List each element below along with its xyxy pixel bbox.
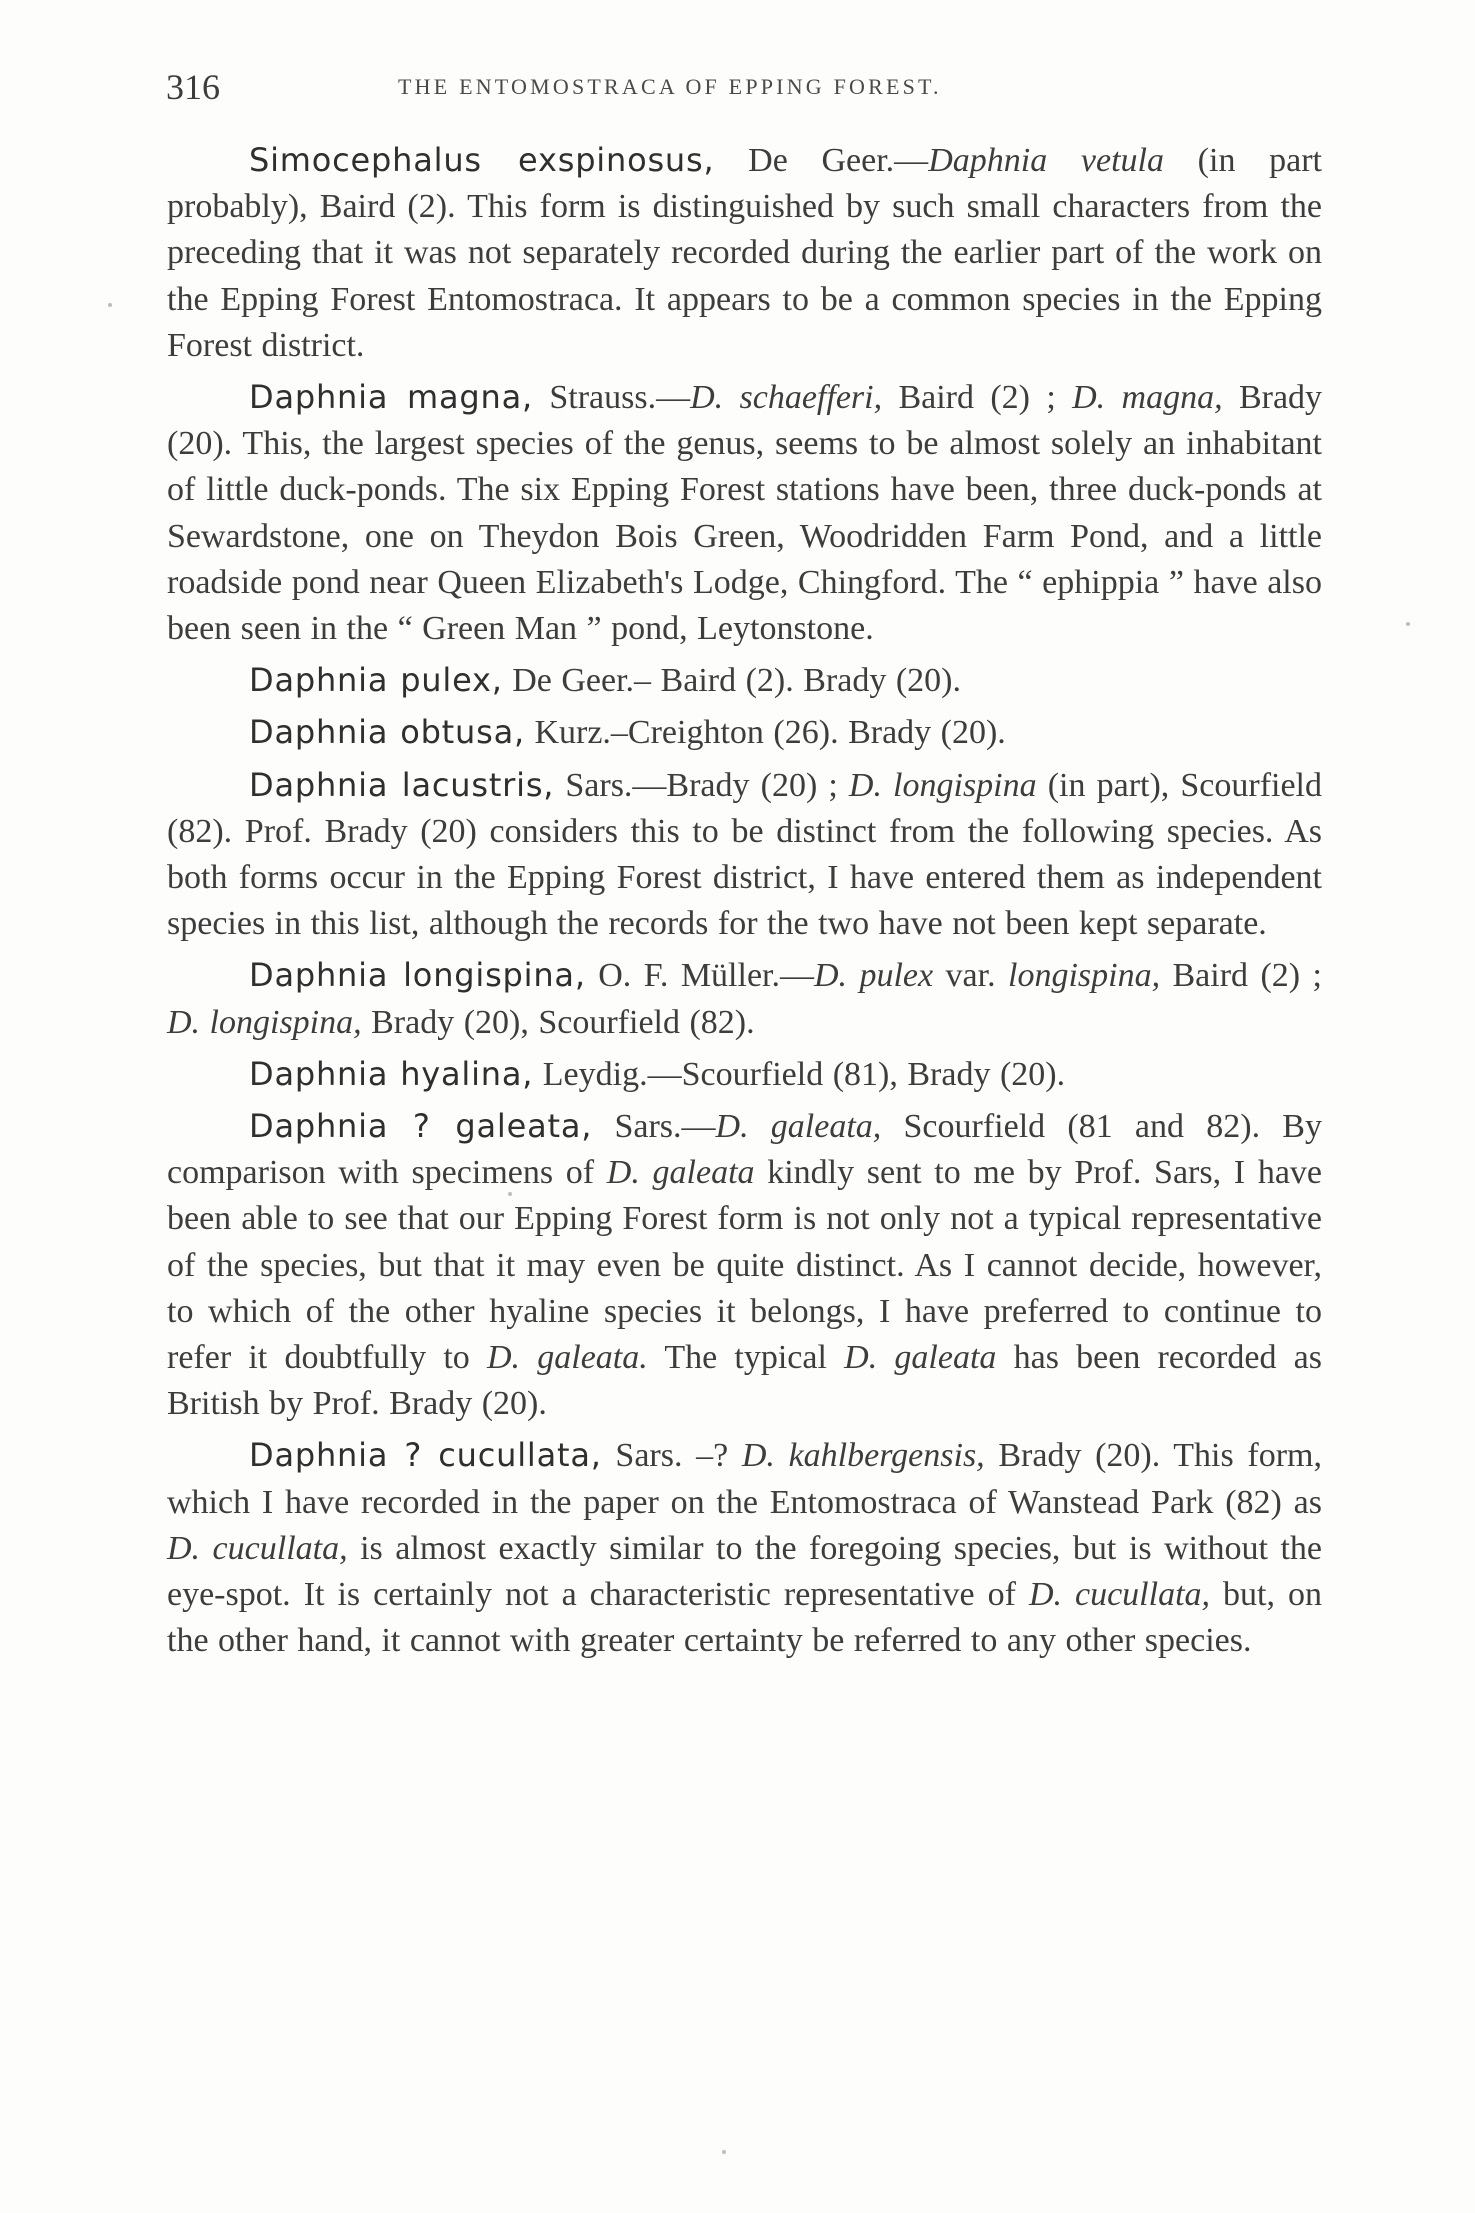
running-head: THE ENTOMOSTRACA OF EPPING FOREST. [398,74,942,99]
species-name: Daphnia magna, [249,378,534,417]
species-entry-daphnia-obtusa [167,709,1322,756]
entry-text: is almost exactly similar to the foregoing species, but is without the eye-spot. It is certainly not a characteristic representative of [167,1529,1322,1614]
entry-text: Brady (20). This, the largest species of the genus, seems to be almost solely an inhabitant of little duck-ponds. The six Epping Forest stations have been, three duck-ponds at Sewardstone, one on Theydon Bois Green, Woodridden Farm Pond, and a little roadside pond near Queen Elizabeth's Lodge, Chingford. The “ ephippia ” have also been seen in the “ Green Man ” pond, Leytonstone. [167,379,1323,648]
entry-text: but, on the other hand, it cannot with greater certainty be referred to any other species. [167,1576,1323,1660]
entry-text: Sars.—Brady (20) ; [554,766,849,804]
species-entry-simocephalus-exspinosus [167,137,1322,369]
entry-italic: D. cucullata, [167,1529,348,1567]
species-entry-daphnia-cucullata [167,1432,1322,1664]
entry-italic: D. longispina [848,766,1037,804]
species-entry-daphnia-magna [167,374,1322,652]
species-name: Daphnia lacustris, [249,765,555,804]
entry-text: Leydig.—Scourfield (81), Brady (20). [533,1055,1066,1093]
entry-text: Brady (20). This form, which I have recorded in the paper on the Entomostraca of Wanstead Park (82) as [167,1437,1322,1521]
species-entry-daphnia-hyalina [167,1051,1322,1098]
paper-speck [508,1192,512,1196]
entry-text: Sars. –? [601,1437,742,1475]
entry-text: has been recorded as British by Prof. Brady (20). [167,1339,1322,1423]
species-entry-daphnia-galeata [167,1103,1322,1427]
entry-text: De Geer.— [714,142,929,179]
paper-speck [722,2150,726,2154]
species-entry-daphnia-pulex [167,657,1322,704]
species-entry-daphnia-longispina [167,952,1322,1045]
paper-speck [1406,622,1410,626]
entry-text: The typical [647,1339,845,1377]
entry-text: kindly sent to me by Prof. Sars, I have been able to see that our Epping Forest form is not only not a typical representative of the species, but that it may even be quite distinct. As I cannot decide, however, to which of the other hyaline species it belongs, I have preferred to continue to refer it doubtfully to [167,1154,1322,1377]
entry-text: Baird (2) ; [1160,957,1322,995]
entry-text: O. F. Müller.— [585,957,814,995]
species-name: Daphnia hyalina, [249,1054,534,1093]
species-name: Daphnia ? cucullata, [249,1436,602,1475]
species-name: Daphnia pulex, [249,661,503,700]
entry-text: var. [933,957,1008,995]
species-name: Daphnia longispina, [249,956,586,995]
page-number: 316 [166,67,220,107]
entry-italic: Daphnia vetula [928,142,1164,179]
entry-italic: D. galeata [844,1339,997,1377]
entry-text: Strauss.— [533,379,691,417]
species-name: Simocephalus exspinosus, [249,141,715,179]
entry-text: Kurz.–Creighton (26). Brady (20). [524,714,1006,752]
entry-text: Baird (2) ; [882,379,1073,417]
page-body [167,137,1322,1670]
entry-italic: D. galeata [606,1154,755,1192]
entry-text: Brady (20), Scourfield (82). [361,1003,755,1041]
entry-italic: D. longispina, [167,1003,362,1041]
entry-italic: D. kahlbergensis, [741,1437,985,1475]
entry-italic: D. galeata. [487,1339,648,1377]
entry-italic: longispina, [1008,957,1161,995]
entry-italic: D. pulex [814,957,934,995]
paper-speck [108,303,112,307]
entry-italic: D. schaefferi, [690,379,883,417]
entry-italic: D. galeata, [715,1108,882,1146]
entry-text: Scourfield (81 and 82). By comparison with specimens of [167,1108,1322,1192]
page-header [166,62,1326,112]
entry-italic: D. cucullata, [1028,1576,1211,1614]
entry-text: (in part probably), Baird (2). This form is distinguished by such small characters from the preceding that it was not separately recorded during the earlier part of the work on the Epping Forest Entomostraca. It appears to be a common species in the Epping Forest district. [167,142,1322,364]
entry-text: De Geer.– Baird (2). Brady (20). [502,662,961,700]
species-name: Daphnia obtusa, [249,713,525,752]
species-entry-daphnia-lacustris [167,762,1322,948]
entry-text: Sars.— [592,1108,716,1146]
species-name: Daphnia ? galeata, [249,1107,593,1146]
entry-italic: D. magna, [1072,379,1223,417]
entry-text: (in part), Scourfield (82). Prof. Brady (20) considers this to be distinct from the following species. As both forms occur in the Epping Forest district, I have entered them as independent species in this list, although the records for the two have not been kept separate. [167,766,1323,943]
